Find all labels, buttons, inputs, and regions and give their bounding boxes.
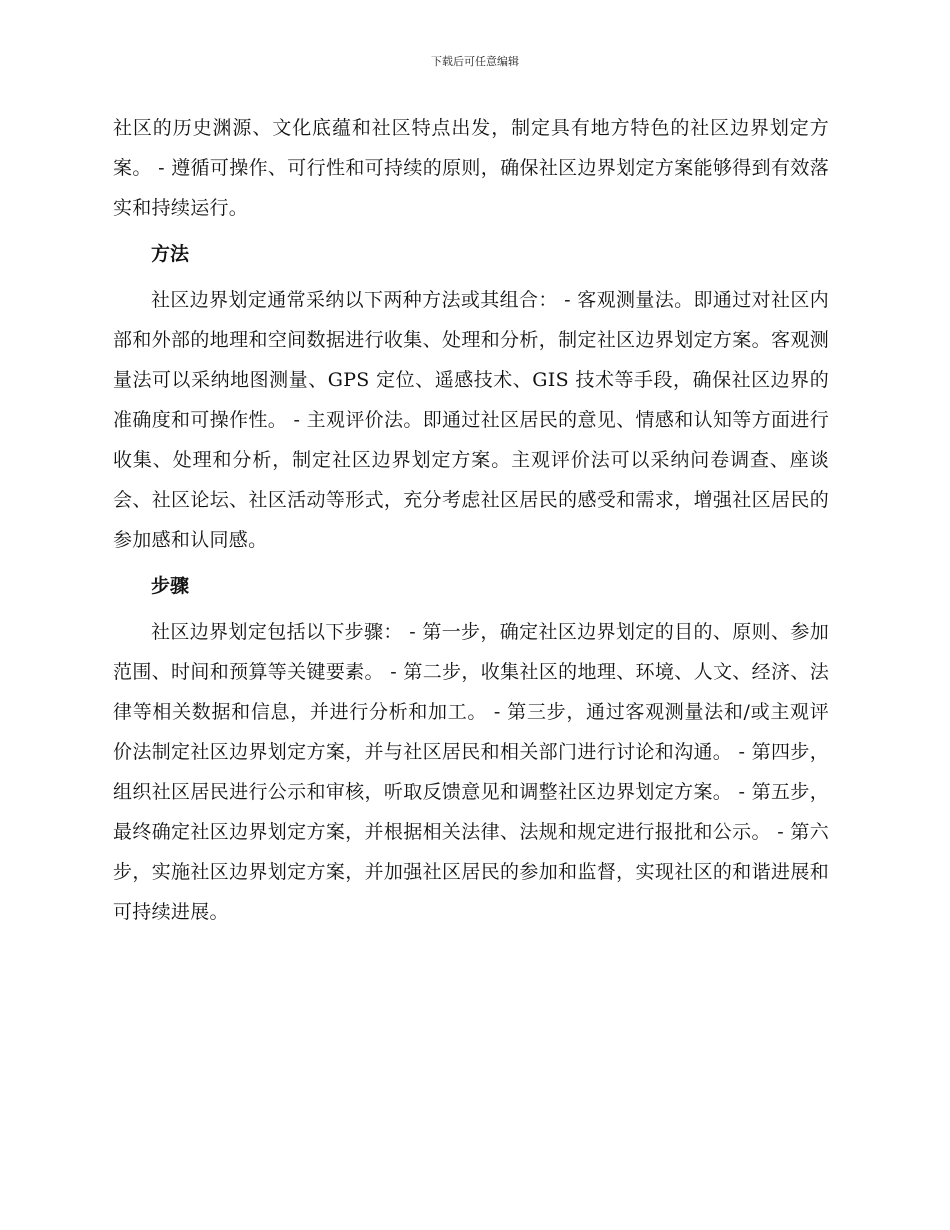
steps-paragraph: 社区边界划定包括以下步骤： - 第一步，确定社区边界划定的目的、原则、参加范围、时间和预算等关键要素。 - 第二步，收集社区的地理、环境、人文、经济、法律等相关数据和信息，并进行分析和加工。 - 第三步，通过客观测量法和/或主观评价法制定社区边界划定方案，并与社区居民和相关部门进行讨论和沟通。 - 第四步，组织社区居民进行公示和审核，听取反馈意见和调整社区边界划定方案。 - 第五步，最终确定社区边界划定方案，并根据相关法律、法规和规定进行报批和公示。 - 第六步，实施社区边界划定方案，并加强社区居民的参加和监督，实现社区的和谐进展和可持续进展。	[113, 621, 829, 923]
intro-paragraph: 社区的历史渊源、文化底蕴和社区特点出发，制定具有地方特色的社区边界划定方案。 - 遵循可操作、可行性和可持续的原则，确保社区边界划定方案能够得到有效落实和持续运行。	[113, 117, 829, 219]
methods-heading: 方法	[151, 243, 190, 265]
page-header: 下载后可任意编辑	[431, 55, 519, 68]
methods-paragraph: 社区边界划定通常采纳以下两种方法或其组合： - 客观测量法。即通过对社区内部和外部的地理和空间数据进行收集、处理和分析，制定社区边界划定方案。客观测量法可以采纳地图测量、GPS 定位、遥感技术、GIS 技术等手段，确保社区边界的准确度和可操作性。 - 主观评价法。即通过社区居民的意见、情感和认知等方面进行收集、处理和分析，制定社区边界划定方案。主观评价法可以采纳问卷调查、座谈会、社区论坛、社区活动等形式，充分考虑社区居民的感受和需求，增强社区居民的参加感和认同感。	[113, 289, 829, 551]
steps-heading: 步骤	[151, 575, 190, 597]
document-body	[113, 108, 829, 932]
